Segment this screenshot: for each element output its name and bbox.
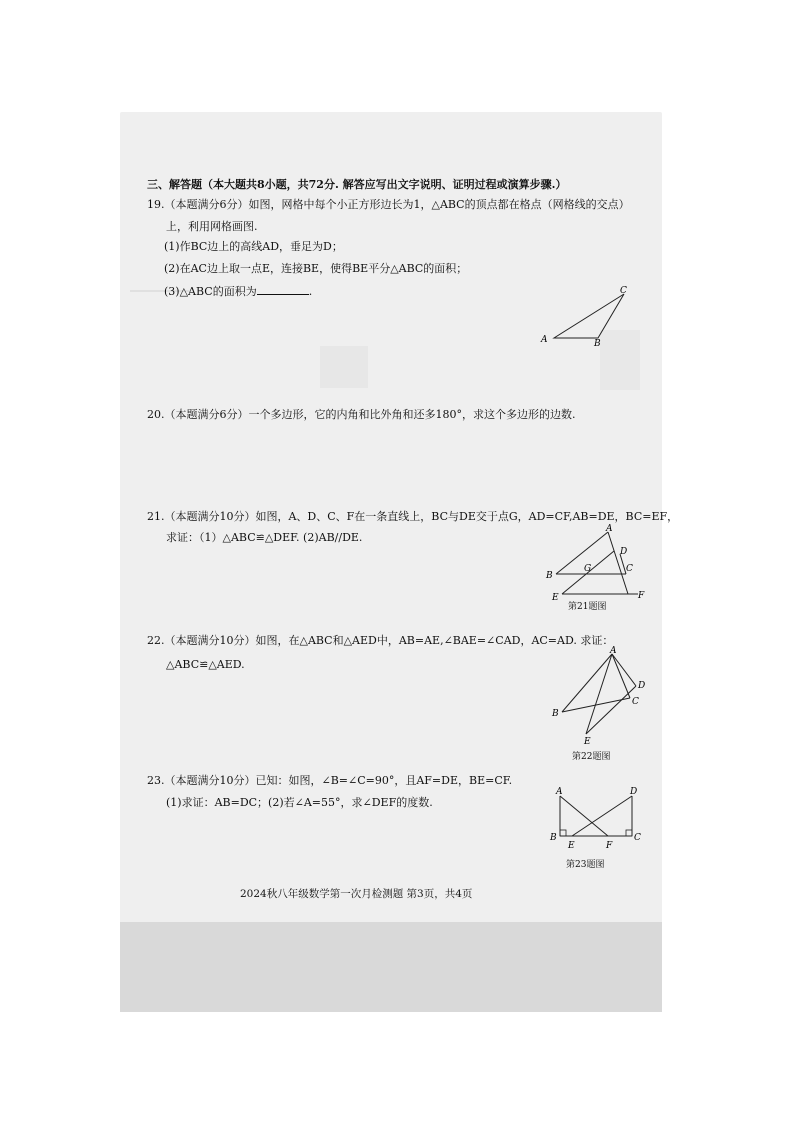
- q19-answer-blank[interactable]: [257, 284, 309, 295]
- q19-label-a: A: [541, 335, 548, 345]
- q22-label-b: B: [552, 709, 559, 719]
- q19-item1: (1)作BC边上的高线AD，垂足为D；: [164, 240, 343, 253]
- q19-label-b: B: [594, 339, 601, 346]
- bottom-shadow-band: [120, 922, 662, 1012]
- q22-label-e: E: [584, 737, 591, 747]
- q23-figure: [546, 784, 646, 856]
- q22-line2: △ABC≌△AED.: [166, 658, 245, 671]
- q23-line2: (1)求证：AB=DC；(2)若∠A=55°，求∠DEF的度数.: [166, 796, 433, 809]
- q23-label-a: A: [556, 787, 563, 797]
- q21-line1: 21.（本题满分10分）如图，A、D、C、F在一条直线上，BC与DE交于点G，AD=CF,AB=DE，BC=EF，: [147, 510, 679, 523]
- q21-label-a: A: [606, 524, 613, 534]
- q23-label-d: D: [630, 787, 638, 797]
- q21-line2: 求证：（1）△ABC≌△DEF. (2)AB//DE.: [166, 531, 363, 544]
- q21-caption: 第21题图: [568, 602, 607, 612]
- q23-label-b: B: [550, 833, 557, 843]
- q21-label-e: E: [552, 593, 559, 602]
- q21-label-b: B: [546, 571, 553, 581]
- q23-label-f: F: [606, 841, 613, 851]
- q19-line1: 19.（本题满分6分）如图，网格中每个小正方形边长为1，△ABC的顶点都在格点（网格线的交点）: [147, 198, 630, 211]
- q21-label-d: D: [620, 547, 628, 557]
- q19-line2: 上，利用网格画图.: [166, 220, 258, 233]
- q22-label-a: A: [610, 646, 617, 656]
- q22-label-d: D: [638, 681, 646, 691]
- q23-label-c: C: [634, 833, 641, 843]
- q21-figure: [540, 524, 650, 602]
- q23-line1: 23.（本题满分10分）已知：如图，∠B=∠C=90°，且AF=DE，BE=CF.: [147, 774, 513, 787]
- q21-label-f: F: [638, 591, 645, 601]
- q19-item2: (2)在AC边上取一点E，连接BE，使得BE平分△ABC的面积；: [164, 262, 468, 275]
- q22-caption: 第22题图: [572, 752, 611, 762]
- q19-item3-text: (3)△ABC的面积为: [164, 285, 257, 298]
- q23-caption: 第23题图: [566, 860, 605, 870]
- q20-text: 20.（本题满分6分）一个多边形，它的内角和比外角和还多180°，求这个多边形的边数.: [147, 408, 576, 421]
- q21-label-g: G: [584, 564, 592, 574]
- q22-figure: [550, 646, 650, 750]
- q19-item3: [164, 284, 312, 299]
- q19-label-c: C: [620, 286, 627, 296]
- q23-label-e: E: [568, 841, 575, 851]
- q21-label-c: C: [626, 564, 633, 574]
- q22-label-c: C: [632, 697, 639, 707]
- page-footer: 2024秋八年级数学第一次月检测题 第3页，共4页: [240, 888, 473, 900]
- bleed-through-block: [320, 346, 368, 388]
- q19-item3-end: .: [308, 285, 313, 298]
- q19-triangle-figure: [536, 284, 636, 346]
- section-header: 三、解答题（本大题共8小题，共72分. 解答应写出文字说明、证明过程或演算步骤.）: [147, 178, 567, 191]
- q22-line1: 22.（本题满分10分）如图，在△ABC和△AED中，AB=AE,∠BAE=∠CAD，AC=AD. 求证：: [147, 634, 614, 647]
